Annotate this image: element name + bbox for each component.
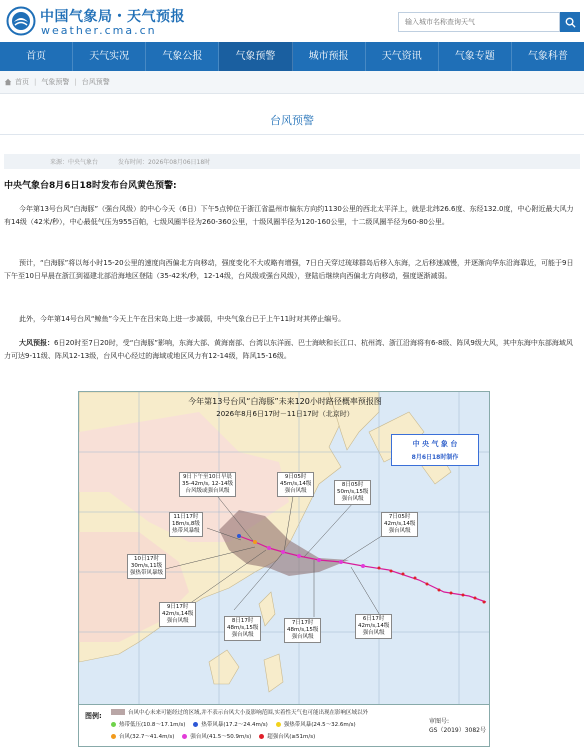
issuer-box xyxy=(391,434,479,466)
breadcrumb-level2[interactable]: 台风预警 xyxy=(81,78,110,86)
map-legend xyxy=(79,704,490,747)
nav-bulletin[interactable]: 气象公报 xyxy=(146,42,219,71)
typhoon-track-map[interactable] xyxy=(78,391,490,747)
dot-icon xyxy=(182,734,187,739)
page-title-area xyxy=(0,94,584,152)
nav-home[interactable]: 首页 xyxy=(0,42,73,71)
article-meta xyxy=(4,154,580,169)
nav-news[interactable]: 天气资讯 xyxy=(366,42,439,71)
article-paragraph-3: 此外，今年第14号台风“鲸鱼”今天上午在吕宋岛上进一步减弱，中央气象台已于上午11时对其停止编号。 xyxy=(19,315,346,323)
track-annotation: 9日下午至10日早晨 35-42m/s, 12-14级 台风级或强台风级 xyxy=(179,472,236,497)
site-header xyxy=(0,0,584,42)
dot-icon xyxy=(259,734,264,739)
article-published-time: 发布时间：2026年08月06日18时 xyxy=(118,159,211,166)
main-nav xyxy=(0,42,584,71)
track-annotation: 8日05时 50m/s,15级 强台风级 xyxy=(334,480,371,505)
issuer-name: 中 央 气 象 台 xyxy=(412,440,458,448)
wind-forecast-label: 大风预报： xyxy=(19,339,54,347)
legend-cone-note: 台风中心未来可能经过的区域,并不表示台风大小及影响范围,实着性天气也可能出现在影响区域以外 xyxy=(111,708,368,716)
city-search-input[interactable] xyxy=(398,12,560,32)
breadcrumb-home[interactable]: 首页 xyxy=(15,78,29,86)
issuer-time: 8月6日18时制作 xyxy=(411,454,459,461)
track-annotation: 10日17时 30m/s,11级 强热带风暴级 xyxy=(127,554,166,579)
map-subtitle: 2026年8月6日17时－11日17时（北京时） xyxy=(216,410,354,418)
track-annotation: 6日17时 42m/s,14级 强台风级 xyxy=(355,614,392,639)
article-paragraph-2: 预计，“白海豚”将以每小时15-20公里的速度向西偏北方向移动，强度变化不大或略有增强，7日白天穿过琉球群岛后移入东海，之后移速减慢，并逐渐向华东沿海靠近，可能于9日下午至10日早晨在浙江到福建北部沿海地区登陆（35-42米/秒，12-14级，台风级或强台风级），登陆后继续向西偏北方向移动，强度逐渐减弱。 xyxy=(4,259,574,280)
nav-science[interactable]: 气象科普 xyxy=(527,51,568,62)
cma-logo-icon[interactable] xyxy=(6,6,36,36)
track-annotation: 7日05时 42m/s,14级 强台风级 xyxy=(381,512,418,537)
nav-topics[interactable]: 气象专题 xyxy=(439,42,512,71)
dot-icon xyxy=(276,722,281,727)
legend-item: 强台风(41.5～50.9m/s) xyxy=(182,732,251,740)
breadcrumb-separator: | xyxy=(34,78,37,86)
cone-swatch-icon xyxy=(111,709,125,715)
article-source: 来源：中央气象台 xyxy=(50,159,99,166)
legend-item: 超强台风(≥51m/s) xyxy=(259,732,315,740)
breadcrumb-separator: | xyxy=(74,78,77,86)
search-icon xyxy=(565,17,576,28)
nav-warning[interactable]: 气象预警 xyxy=(219,42,292,71)
article-paragraph-4 xyxy=(4,337,576,363)
legend-item: 热带风暴(17.2～24.4m/s) xyxy=(193,720,267,728)
legend-item: 热带低压(10.8～17.1m/s) xyxy=(111,720,185,728)
site-url: weather.cma.cn xyxy=(41,24,157,37)
track-annotation: 9日17时 42m/s,14级 强台风级 xyxy=(159,602,196,627)
legend-item: 强热带风暴(24.5～32.6m/s) xyxy=(276,720,356,728)
dot-icon xyxy=(193,722,198,727)
legend-label: 图例: xyxy=(85,712,102,720)
breadcrumb xyxy=(0,71,584,94)
map-title: 今年第13号台风“白海豚”未来120小时路径概率预报图 xyxy=(188,397,382,406)
page-title: 台风预警 xyxy=(270,114,314,127)
legend-item: 台风(32.7～41.4m/s) xyxy=(111,732,174,740)
track-annotation: 7日17时 48m/s,15级 强台风级 xyxy=(284,618,321,643)
article-title: 中央气象台8月6日18时发布台风黄色预警: xyxy=(4,181,177,191)
breadcrumb-level1[interactable]: 气象预警 xyxy=(41,78,70,86)
article-paragraph-1: 今年第13号台风“白海豚”（强台风级）的中心今天（6日）下午5点钟位于浙江省温州市偏东方向约1130公里的西北太平洋上，就是北纬26.6度、东经132.0度，中心附近最大风力有14级（42米/秒），中心最低气压为955百帕，七级风圈半径为260-360公里，十级风圈半径为120-160公里，十二级风圈半径为60-80公里。 xyxy=(4,205,574,226)
nav-city-forecast[interactable]: 城市预报 xyxy=(293,42,366,71)
search-button[interactable] xyxy=(560,12,580,32)
dot-icon xyxy=(111,734,116,739)
wind-forecast-text: 6日20时至7日20时，受“白海豚”影响，东海大部、黄海南部、台湾以东洋面、巴士海峡和长江口、杭州湾、浙江沿海将有6-8级、阵风9级大风，其中东海中东部海域风力可达9-11级、阵风12-13级，台风中心经过的海域或地区风力有12-14级，阵风15-16级。 xyxy=(4,339,573,360)
dot-icon xyxy=(111,722,116,727)
track-annotation: 8日17时 48m/s,15级 强台风级 xyxy=(224,616,261,641)
track-annotation: 9日05时 45m/s,14级 强台风级 xyxy=(277,472,314,497)
home-icon xyxy=(4,78,12,86)
site-name[interactable]: 中国气象局・天气预报 xyxy=(40,9,185,25)
nav-weather-live[interactable]: 天气实况 xyxy=(73,42,146,71)
track-annotation: 11日17时 18m/s,8级 热带风暴级 xyxy=(169,512,203,537)
title-divider xyxy=(0,134,584,135)
map-approval-number: 审图号: GS（2019）3082号 xyxy=(429,718,486,734)
